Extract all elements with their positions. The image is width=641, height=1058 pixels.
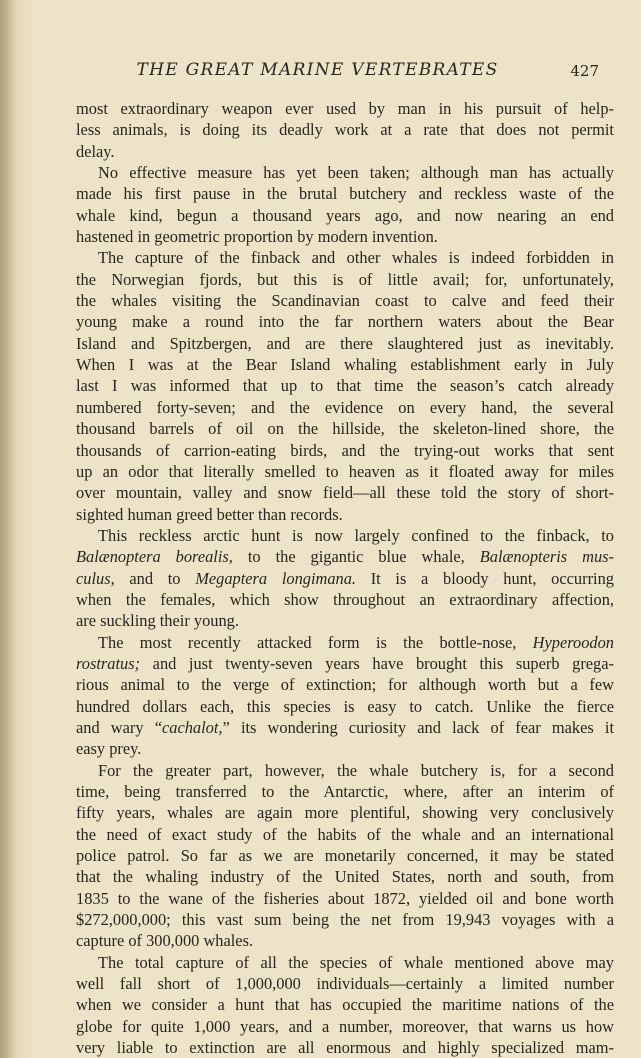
text-segment: rious animal to the verge of extinction; for although worth but a few — [76, 675, 614, 695]
text-line — [76, 1037, 614, 1058]
text-segment: hastened in geometric proportion by modern invention. — [76, 227, 438, 247]
text-segment: This reckless arctic hunt is now largely confined to the finback, to — [98, 525, 614, 545]
text-line — [76, 589, 614, 610]
text-segment: It is a bloody hunt, occurring — [356, 568, 614, 588]
text-segment: last I was informed that up to that time the season’s catch already — [76, 376, 614, 396]
text-line — [76, 141, 614, 162]
text-segment: ” its wondering curiosity and lack of fear makes it — [222, 717, 615, 737]
text-segment: the need of exact study of the habits of the whale and an international — [76, 824, 614, 844]
text-line — [76, 162, 614, 183]
text-segment: made his first pause in the brutal butchery and reckless waste of the — [76, 184, 614, 204]
text-segment: When I was at the Bear Island whaling establishment early in July — [76, 355, 614, 375]
text-line — [76, 269, 614, 290]
text-segment: globe for quite 1,000 years, and a number, moreover, that warns us how — [76, 1016, 614, 1036]
text-segment: capture of 300,000 whales. — [76, 931, 254, 951]
text-line — [76, 994, 614, 1015]
text-line — [76, 632, 614, 653]
text-segment: most extraordinary weapon ever used by man in his pursuit of help- — [76, 99, 614, 118]
body-text — [76, 98, 614, 1058]
text-line — [76, 311, 614, 332]
text-segment: delay. — [76, 141, 115, 161]
text-line — [76, 930, 614, 951]
text-segment: when the females, which show throughout an extraordinary affection, — [76, 589, 614, 609]
text-segment: numbered forty-seven; and the evidence on every hand, the several — [76, 397, 614, 417]
text-line — [76, 119, 614, 140]
text-line — [76, 674, 614, 695]
text-line — [76, 781, 614, 802]
text-line — [76, 610, 614, 631]
text-segment: over mountain, valley and snow field—all these told the story of short- — [76, 483, 614, 503]
text-line — [76, 866, 614, 887]
text-line — [76, 247, 614, 268]
text-line — [76, 824, 614, 845]
text-line — [76, 418, 614, 439]
page-number: 427 — [570, 62, 599, 80]
text-line — [76, 952, 614, 973]
text-segment: hundred dollars each, this species is easy to catch. Unlike the fierce — [76, 696, 614, 716]
text-line — [76, 183, 614, 204]
page-gutter-shadow — [0, 0, 18, 1058]
text-segment: thousand barrels of oil on the hillside, the skeleton-lined shore, the — [76, 419, 614, 439]
italic-text-segment: culus, — [76, 568, 115, 588]
text-segment: when we consider a hunt that has occupied the maritime nations of the — [76, 995, 614, 1015]
text-line — [76, 568, 614, 589]
text-line — [76, 397, 614, 418]
text-line — [76, 333, 614, 354]
text-line — [76, 1016, 614, 1037]
text-segment: well fall short of 1,000,000 individuals—certainly a limited number — [76, 974, 614, 994]
text-segment: The total capture of all the species of whale mentioned above may — [98, 952, 614, 972]
text-line — [76, 226, 614, 247]
text-segment: very liable to extinction are all enormous and highly specialized mam- — [76, 1038, 614, 1058]
text-line — [76, 461, 614, 482]
italic-text-segment: Balænopteris mus- — [479, 547, 614, 567]
text-segment: and just twenty-seven years have brought this superb grega- — [140, 653, 614, 673]
running-head — [76, 60, 599, 88]
text-line — [76, 525, 614, 546]
text-line — [76, 802, 614, 823]
text-segment: Island and Spitzbergen, and are there slaughtered just as inevitably. — [76, 333, 614, 353]
text-segment: police patrol. So far as we are monetarily concerned, it may be stated — [76, 846, 614, 866]
italic-text-segment: Hyperoodon — [532, 632, 614, 652]
text-line — [76, 205, 614, 226]
text-segment: up an odor that literally smelled to heaven as it floated away for miles — [76, 461, 614, 481]
text-line — [76, 973, 614, 994]
text-segment: to the gigantic blue whale, — [232, 547, 480, 567]
text-segment: The capture of the finback and other whales is indeed forbidden in — [98, 248, 614, 268]
running-title: THE GREAT MARINE VERTEBRATES — [136, 60, 499, 80]
text-line — [76, 98, 614, 119]
text-line — [76, 546, 614, 567]
text-segment: easy prey. — [76, 739, 142, 759]
text-line — [76, 440, 614, 461]
text-segment: and wary “ — [76, 717, 162, 737]
text-segment: sighted human greed better than records. — [76, 504, 343, 524]
text-segment: The most recently attacked form is the bottle-nose, — [98, 632, 533, 652]
text-line — [76, 717, 614, 738]
text-segment: the whales visiting the Scandinavian coast to calve and feed their — [76, 291, 614, 311]
text-segment: 1835 to the wane of the fisheries about 1872, yielded oil and bone worth — [76, 888, 614, 908]
text-line — [76, 845, 614, 866]
italic-text-segment: Megaptera longimana. — [195, 568, 357, 588]
text-line — [76, 354, 614, 375]
text-segment: whale kind, begun a thousand years ago, and now nearing an end — [76, 205, 614, 225]
italic-text-segment: Balænoptera borealis, — [76, 547, 233, 567]
text-segment: time, being transferred to the Antarctic, where, after an interim of — [76, 782, 614, 801]
text-line — [76, 290, 614, 311]
text-line — [76, 888, 614, 909]
text-line — [76, 504, 614, 525]
text-segment: are suckling their young. — [76, 611, 239, 631]
text-segment: the Norwegian fjords, but this is of little avail; for, unfortunately, — [76, 269, 614, 289]
text-segment: No effective measure has yet been taken; although man has actually — [98, 163, 614, 183]
text-line — [76, 738, 614, 759]
text-line — [76, 760, 614, 781]
italic-text-segment: rostratus; — [76, 653, 141, 673]
text-segment: thousands of carrion-eating birds, and the trying-out works that sent — [76, 440, 614, 460]
text-segment: less animals, is doing its deadly work at a rate that does not permit — [76, 120, 614, 140]
text-segment: $272,000,000; this vast sum being the net from 19,943 voyages with a — [76, 910, 614, 930]
italic-text-segment: cachalot, — [161, 717, 223, 737]
text-line — [76, 482, 614, 503]
text-segment: young make a round into the far northern waters about the Bear — [76, 312, 614, 332]
text-segment: that the whaling industry of the United States, north and south, from — [76, 867, 614, 887]
text-line — [76, 375, 614, 396]
text-line — [76, 696, 614, 717]
text-segment: For the greater part, however, the whale butchery is, for a second — [98, 760, 614, 780]
text-line — [76, 653, 614, 674]
text-segment: and to — [114, 568, 196, 588]
text-segment: fifty years, whales are again more plentiful, showing very conclusively — [76, 803, 614, 823]
text-line — [76, 909, 614, 930]
